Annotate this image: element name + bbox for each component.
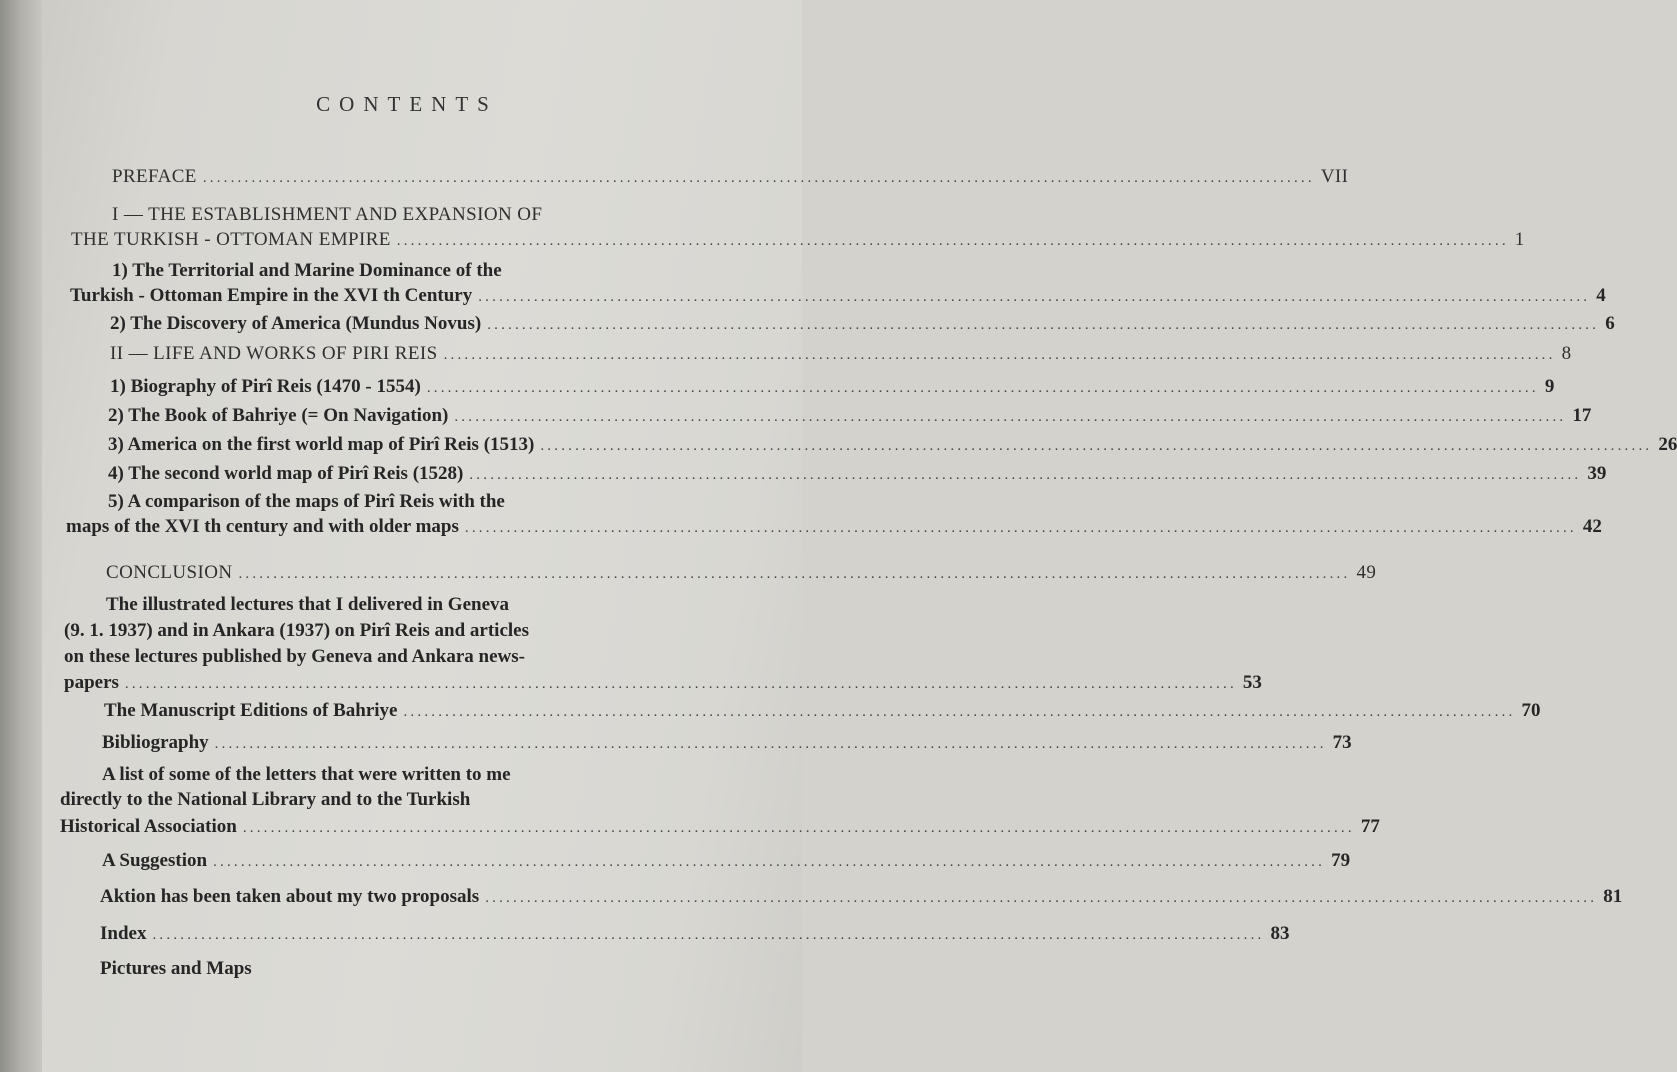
toc-entry-page: 6 — [1605, 313, 1615, 334]
toc-leader-dots: ................................................................................................................................................................ — [202, 170, 1315, 186]
toc-leader-dots: ................................................................................................................................................................ — [396, 233, 1509, 249]
toc-entry-text: THE TURKISH - OTTOMAN EMPIRE — [71, 229, 391, 250]
toc-entry-text: Aktion has been taken about my two proposals — [100, 886, 480, 907]
toc-entry-page: 79 — [1331, 850, 1351, 871]
toc-entry-part1-line1 — [112, 204, 542, 226]
toc-entry-text: 1) Biography of Pirî Reis (1470 - 1554) — [110, 376, 421, 397]
toc-entry-text: maps of the XVI th century and with older maps — [66, 516, 459, 537]
toc-entry-text: The Manuscript Editions of Bahriye — [104, 700, 398, 721]
toc-entry-page: VII — [1320, 166, 1349, 187]
toc-entry-text: 5) A comparison of the maps of Pirî Reis with the — [108, 491, 505, 512]
toc-entry-2-1 — [110, 376, 1555, 399]
toc-leader-dots: ................................................................................................................................................................ — [213, 854, 1326, 870]
toc-entry-text: Index — [100, 923, 147, 944]
toc-entry-text: 2) The Book of Bahriye (= On Navigation) — [108, 405, 449, 426]
toc-entry-2-3 — [108, 434, 1677, 457]
toc-entry-page: 83 — [1270, 923, 1290, 944]
toc-entry-text: CONCLUSION — [106, 562, 233, 583]
toc-entry-page: 17 — [1572, 405, 1592, 426]
toc-entry-suggestion — [102, 850, 1351, 873]
toc-entry-part1-line2 — [71, 229, 1525, 252]
toc-leader-dots: ................................................................................................................................................................ — [242, 820, 1355, 836]
toc-entry-page: 42 — [1582, 516, 1602, 537]
toc-entry-page: 9 — [1544, 376, 1555, 397]
toc-entry-text: on these lectures published by Geneva and Ankara news- — [64, 646, 525, 667]
contents-heading: CONTENTS — [316, 92, 498, 116]
toc-entry-text: (9. 1. 1937) and in Ankara (1937) on Pirî Reis and articles — [64, 620, 529, 641]
toc-entry-page: 1 — [1514, 229, 1525, 250]
toc-entry-preface — [112, 166, 1349, 189]
toc-entry-text: II — LIFE AND WORKS OF PIRI REIS — [110, 343, 438, 364]
toc-entry-2-2 — [108, 405, 1592, 428]
toc-entry-text: PREFACE — [112, 166, 197, 187]
toc-leader-dots: ................................................................................................................................................................ — [403, 704, 1516, 720]
toc-entry-lectures-line3 — [64, 646, 525, 668]
toc-leader-dots: ................................................................................................................................................................ — [540, 438, 1653, 454]
toc-entry-text: Pictures and Maps — [100, 958, 252, 979]
toc-entry-page: 77 — [1360, 816, 1380, 837]
toc-entry-manuscripts — [104, 700, 1541, 723]
toc-entry-index — [100, 923, 1290, 946]
toc-entry-2-5-line1 — [108, 491, 505, 513]
toc-entry-text: A list of some of the letters that were written to me — [102, 764, 511, 785]
toc-leader-dots: ................................................................................................................................................................ — [214, 736, 1327, 752]
toc-entry-letters-line2 — [60, 789, 470, 811]
toc-entry-text: papers — [64, 672, 119, 693]
toc-leader-dots: ................................................................................................................................................................ — [485, 890, 1598, 906]
toc-leader-dots: ................................................................................................................................................................ — [124, 676, 1237, 692]
toc-leader-dots: ................................................................................................................................................................ — [487, 317, 1600, 333]
toc-entry-1-1-line1 — [112, 260, 502, 282]
toc-entry-text: directly to the National Library and to the Turkish — [60, 789, 471, 810]
toc-entry-letters-line1 — [102, 764, 511, 786]
toc-leader-dots: ................................................................................................................................................................ — [443, 347, 1556, 363]
toc-entry-bibliography — [102, 732, 1352, 755]
toc-entry-page: 8 — [1561, 343, 1572, 364]
toc-entry-1-2 — [110, 313, 1615, 336]
toc-entry-lectures-line4 — [64, 672, 1262, 695]
toc-leader-dots: ................................................................................................................................................................ — [152, 927, 1265, 943]
toc-entry-text: 1) The Territorial and Marine Dominance of the — [112, 260, 502, 281]
toc-entry-pictures-maps — [100, 958, 252, 980]
toc-entry-text: 2) The Discovery of America (Mundus Novus) — [110, 313, 482, 334]
toc-entry-conclusion — [106, 562, 1377, 585]
toc-entry-2-5-line2 — [66, 516, 1602, 539]
toc-entry-aktion — [100, 886, 1623, 909]
toc-leader-dots: ................................................................................................................................................................ — [238, 566, 1351, 582]
toc-leader-dots: ................................................................................................................................................................ — [464, 520, 1577, 536]
toc-entry-2-4 — [108, 463, 1607, 486]
toc-entry-page: 81 — [1603, 886, 1623, 907]
toc-entry-page: 49 — [1356, 562, 1377, 583]
toc-entry-text: The illustrated lectures that I delivered in Geneva — [106, 594, 510, 615]
toc-entry-lectures-line2 — [64, 620, 529, 642]
toc-entry-text: Historical Association — [60, 816, 237, 837]
toc-entry-page: 4 — [1596, 285, 1606, 306]
toc-entry-text: I — THE ESTABLISHMENT AND EXPANSION OF — [112, 204, 543, 225]
toc-leader-dots: ................................................................................................................................................................ — [478, 289, 1591, 305]
toc-entry-text: A Suggestion — [102, 850, 208, 871]
toc-entry-letters-line3 — [60, 816, 1380, 839]
toc-entry-page: 73 — [1332, 732, 1352, 753]
toc-entry-text: Bibliography — [102, 732, 209, 753]
toc-entry-text: 3) America on the first world map of Pirî Reis (1513) — [108, 434, 535, 455]
toc-leader-dots: ................................................................................................................................................................ — [426, 380, 1539, 396]
toc-entry-page: 39 — [1587, 463, 1607, 484]
toc-entry-page: 26 — [1658, 434, 1677, 455]
toc-entry-page: 70 — [1521, 700, 1541, 721]
toc-leader-dots: ................................................................................................................................................................ — [469, 467, 1582, 483]
toc-entry-1-1-line2 — [70, 285, 1606, 308]
toc-entry-lectures-line1 — [106, 594, 509, 616]
toc-entry-page: 53 — [1242, 672, 1262, 693]
toc-entry-part2 — [110, 343, 1572, 366]
toc-entry-text: 4) The second world map of Pirî Reis (1528) — [108, 463, 464, 484]
toc-leader-dots: ................................................................................................................................................................ — [454, 409, 1567, 425]
toc-entry-text: Turkish - Ottoman Empire in the XVI th Century — [70, 285, 473, 306]
